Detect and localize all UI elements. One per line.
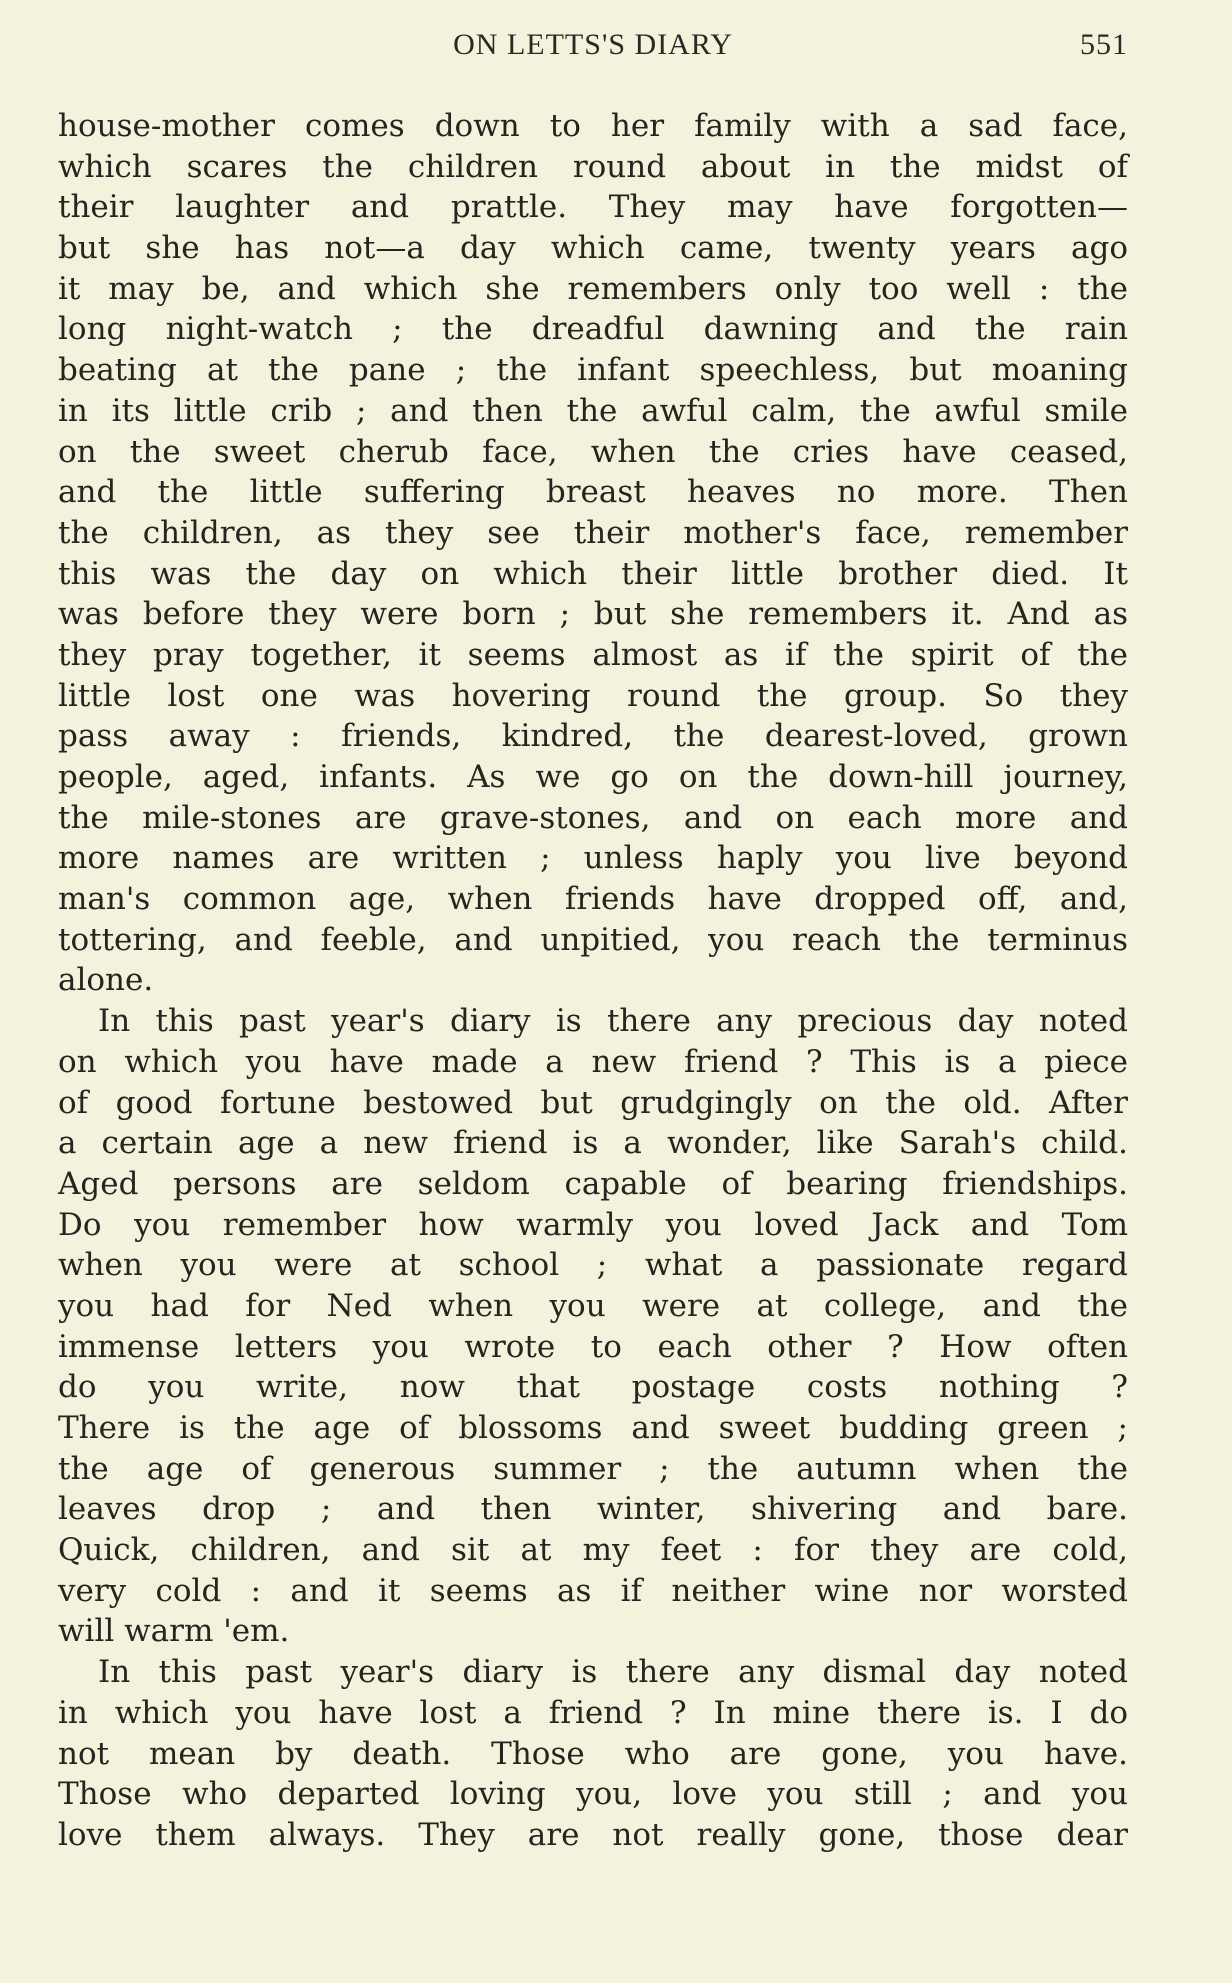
text-line: will warm 'em. [58, 1613, 290, 1650]
text-line: little lost one was hovering round the group. So they [58, 677, 1128, 714]
text-line: of good fortune bestowed but grudgingly on the old. After [58, 1084, 1128, 1121]
text-line: In this past year's diary is there any precious day noted [98, 1003, 1128, 1040]
running-head [58, 28, 1128, 72]
text-line: There is the age of blossoms and sweet budding green ; [58, 1410, 1128, 1446]
text-line: the children, as they see their mother's face, remember [58, 514, 1128, 551]
text-line: which scares the children round about in the midst of [58, 148, 1128, 185]
text-line: it may be, and which she remembers only too well : the [58, 270, 1128, 307]
text-line: very cold : and it seems as if neither wine nor worsted [58, 1572, 1128, 1609]
text-line: house-mother comes down to her family with a sad face, [58, 108, 1128, 144]
text-line: not mean by death. Those who are gone, you have. [58, 1735, 1128, 1772]
text-line: more names are written ; unless haply you live beyond [58, 840, 1128, 877]
text-line: love them always. They are not really gone, those dear [58, 1816, 1128, 1853]
page-number: 551 [1080, 28, 1128, 61]
text-line: beating at the pane ; the infant speechless, but moaning [58, 352, 1128, 389]
text-line: Aged persons are seldom capable of bearing friendships. [58, 1165, 1128, 1202]
text-line: was before they were born ; but she remembers it. And as [58, 596, 1128, 633]
text-line: leaves drop ; and then winter, shivering and bare. [58, 1491, 1128, 1528]
text-line: in its little crib ; and then the awful calm, the awful smile [58, 392, 1128, 429]
text-line: alone. [58, 962, 154, 999]
text-line: people, aged, infants. As we go on the down-hill journey, [58, 759, 1128, 795]
text-line: they pray together, it seems almost as if the spirit of the [58, 636, 1128, 673]
paragraph [58, 1001, 1128, 1652]
text-line: when you were at school ; what a passionate regard [58, 1247, 1128, 1284]
text-line: on which you have made a new friend ? This is a piece [58, 1043, 1128, 1080]
text-line: their laughter and prattle. They may have forgotten— [58, 189, 1128, 226]
text-line: do you write, now that postage costs nothing ? [58, 1369, 1128, 1406]
text-line: pass away : friends, kindred, the dearest-loved, grown [58, 718, 1128, 755]
paragraph [58, 1652, 1128, 1855]
text-line: this was the day on which their little brother died. It [58, 555, 1128, 592]
text-line: man's common age, when friends have dropped off, and, [58, 881, 1128, 918]
text-line: Do you remember how warmly you loved Jack and Tom [58, 1206, 1128, 1243]
text-line: long night-watch ; the dreadful dawning and the rain [58, 311, 1128, 348]
text-line: Those who departed loving you, love you still ; and you [58, 1776, 1128, 1813]
text-line: In this past year's diary is there any dismal day noted [98, 1654, 1128, 1691]
text-line: tottering, and feeble, and unpitied, you reach the terminus [58, 921, 1128, 958]
paragraph [58, 106, 1128, 1001]
text-line: you had for Ned when you were at college, and the [58, 1287, 1128, 1324]
text-line: immense letters you wrote to each other ? How often [58, 1328, 1128, 1365]
text-line: a certain age a new friend is a wonder, like Sarah's child. [58, 1125, 1128, 1162]
text-line: the age of generous summer ; the autumn when the [58, 1450, 1128, 1487]
text-line: but she has not—a day which came, twenty years ago [58, 230, 1128, 267]
text-line: and the little suffering breast heaves no more. Then [58, 474, 1128, 511]
body-text [58, 106, 1128, 1856]
text-line: on the sweet cherub face, when the cries have ceased, [58, 433, 1128, 470]
running-title: ON LETTS'S DIARY [453, 28, 733, 61]
text-line: in which you have lost a friend ? In mine there is. I do [58, 1694, 1128, 1731]
text-line: the mile-stones are grave-stones, and on each more and [58, 799, 1128, 836]
text-line: Quick, children, and sit at my feet : for they are cold, [58, 1532, 1128, 1569]
